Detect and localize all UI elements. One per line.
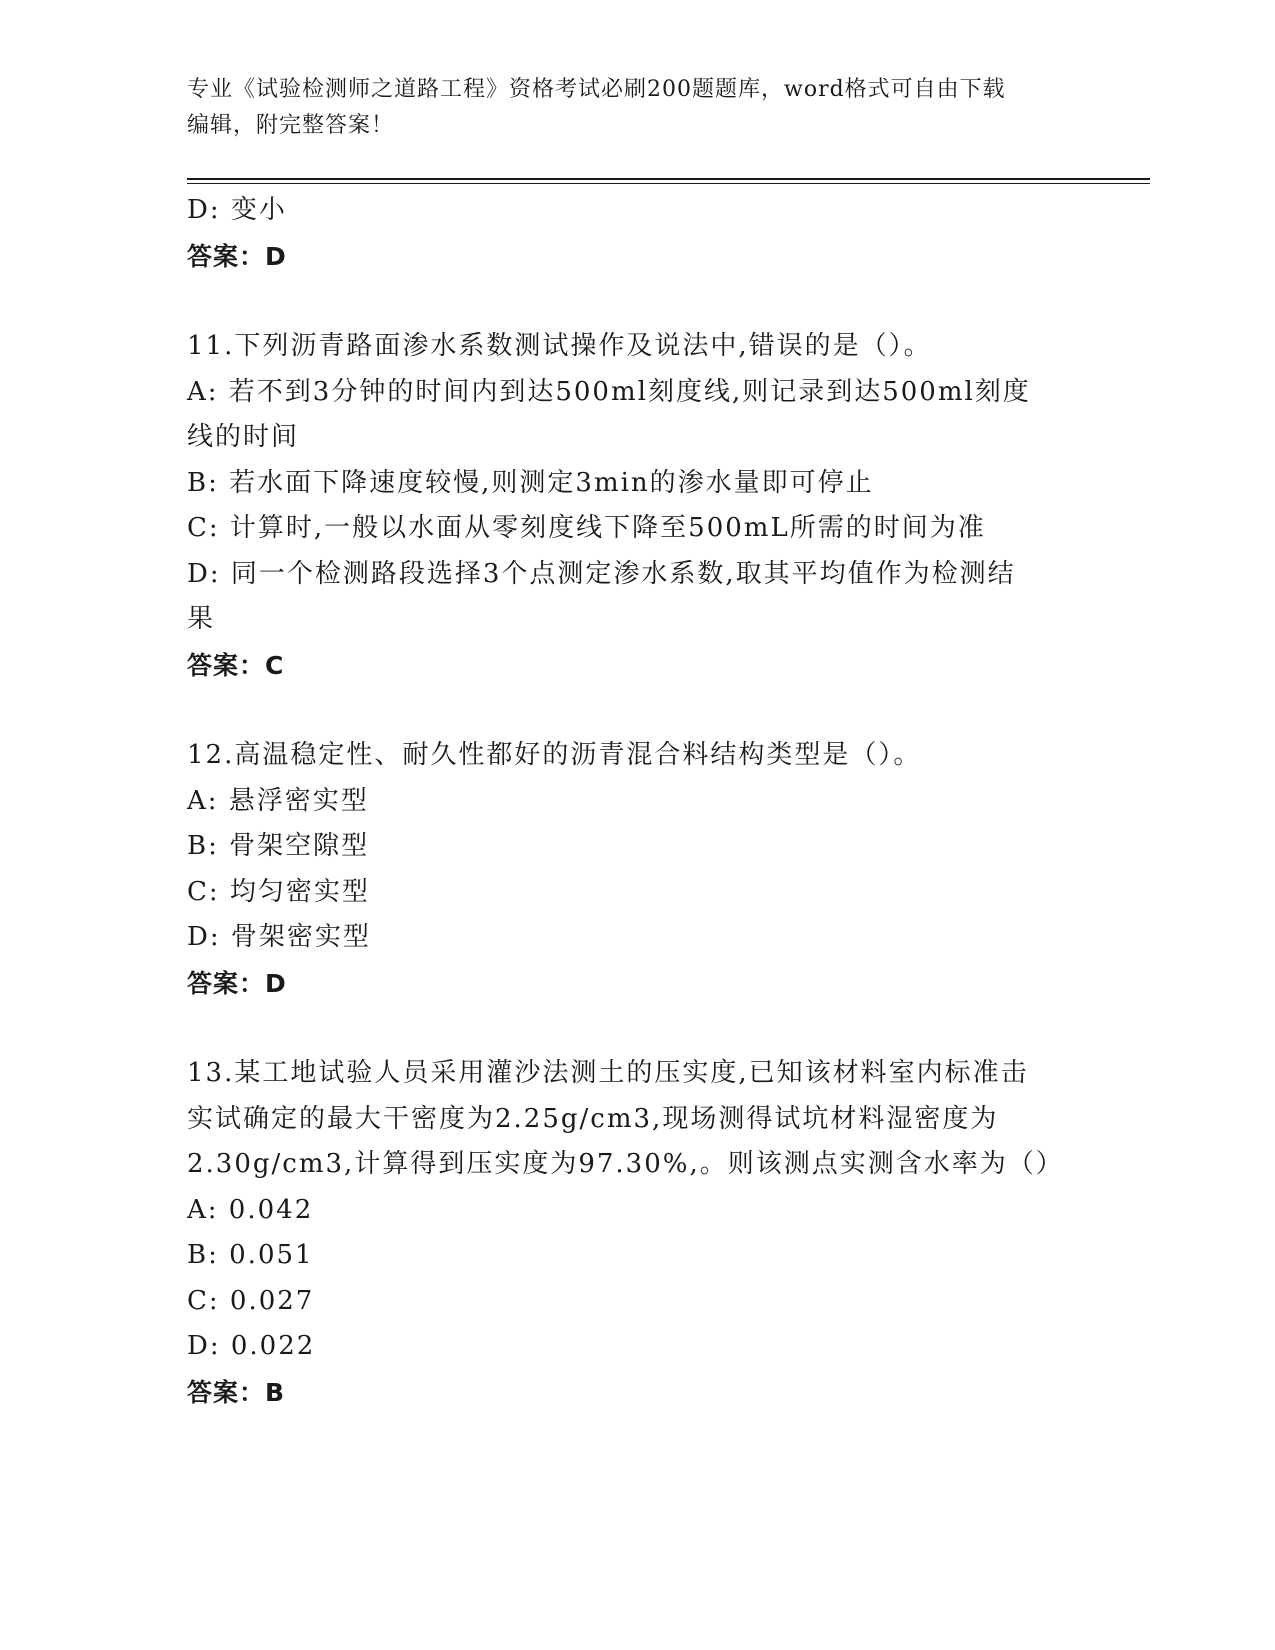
document-body xyxy=(187,188,1087,1460)
option-d: D: 变小 xyxy=(187,195,287,225)
option-a: A: 若不到3分钟的时间内到达500ml刻度线,则记录到达500ml刻度 xyxy=(187,376,1031,407)
page-header xyxy=(187,72,1087,144)
answer-line: 答案：D xyxy=(187,968,287,998)
question-13 xyxy=(187,1051,1087,1415)
header-divider-thick xyxy=(187,178,1150,180)
question-partial xyxy=(187,188,1087,279)
question-stem-continued: 实试确定的最大干密度为2.25g/cm3,现场测得试坑材料湿密度为 xyxy=(187,1103,999,1134)
answer-line: 答案：D xyxy=(187,241,287,271)
option-a-continued: 线的时间 xyxy=(187,422,300,452)
option-d: D: 0.022 xyxy=(187,1331,316,1361)
option-b: B: 若水面下降速度较慢,则测定3min的渗水量即可停止 xyxy=(187,467,874,498)
option-c: C: 计算时,一般以水面从零刻度线下降至500mL所需的时间为准 xyxy=(187,513,986,543)
option-a: A: 0.042 xyxy=(187,1194,314,1225)
header-line-1: 专业《试验检测师之道路工程》资格考试必刷200题题库，word格式可自由下载 xyxy=(187,77,1006,102)
option-c: C: 均匀密实型 xyxy=(187,876,370,907)
option-d: D: 同一个检测路段选择3个点测定渗水系数,取其平均值作为检测结 xyxy=(187,558,1016,589)
option-b: B: 0.051 xyxy=(187,1240,314,1270)
header-line-2: 编辑，附完整答案！ xyxy=(187,113,395,138)
question-12 xyxy=(187,733,1087,1006)
question-11 xyxy=(187,324,1087,688)
option-a: A: 悬浮密实型 xyxy=(187,785,369,816)
question-stem: 12.高温稳定性、耐久性都好的沥青混合料结构类型是（）。 xyxy=(187,740,922,770)
question-stem: 13.某工地试验人员采用灌沙法测土的压实度,已知该材料室内标准击 xyxy=(187,1058,1029,1088)
option-c: C: 0.027 xyxy=(187,1285,315,1316)
question-stem: 11.下列沥青路面渗水系数测试操作及说法中,错误的是（）。 xyxy=(187,331,932,361)
answer-line: 答案：B xyxy=(187,1377,286,1407)
option-b: B: 骨架空隙型 xyxy=(187,831,370,861)
option-d-continued: 果 xyxy=(187,604,216,634)
option-d: D: 骨架密实型 xyxy=(187,922,371,952)
header-divider-thin xyxy=(187,183,1150,184)
question-stem-continued: 2.30g/cm3,计算得到压实度为97.30%,。则该测点实测含水率为（） xyxy=(187,1149,1064,1179)
answer-line: 答案：C xyxy=(187,650,285,680)
